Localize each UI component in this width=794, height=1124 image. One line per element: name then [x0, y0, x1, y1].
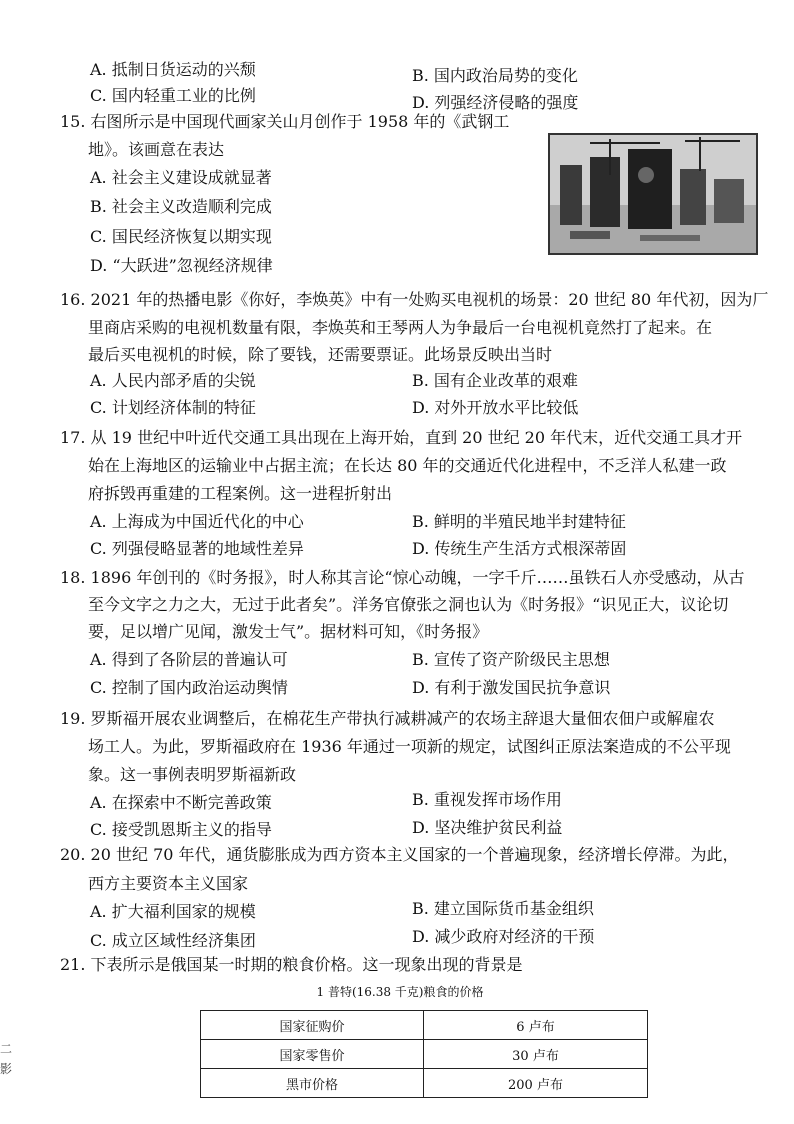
- q17-stem-line3: 府拆毁再重建的工程案例。这一进程折射出: [88, 484, 393, 503]
- q18-option-a: A. 得到了各阶层的普遍认可: [90, 650, 288, 669]
- q14-option-b: B. 国内政治局势的变化: [412, 66, 578, 85]
- q15-option-b: B. 社会主义改造顺利完成: [90, 197, 272, 216]
- q21-table-caption: 1 普特(16.38 千克)粮食的价格: [316, 985, 484, 999]
- q18-stem-line2: 至今文字之力之大，无过于此者矣”。洋务官僚张之洞也认为《时务报》“识见正大，议论切: [88, 595, 729, 614]
- painting-sketch: [550, 135, 756, 253]
- q14-option-d: D. 列强经济侵略的强度: [412, 93, 579, 112]
- table-cell-label: 国家征购价: [201, 1011, 424, 1040]
- table-row: [201, 1069, 648, 1098]
- q20-stem-line2: 西方主要资本主义国家: [88, 874, 249, 893]
- table-row: [201, 1011, 648, 1040]
- q16-option-c: C. 计划经济体制的特征: [90, 398, 256, 417]
- q20-stem-line1: 20. 20 世纪 70 年代，通货膨胀成为西方资本主义国家的一个普遍现象，经济增长停滞。为此，: [60, 845, 739, 864]
- q15-option-a: A. 社会主义建设成就显著: [90, 168, 272, 187]
- q17-option-d: D. 传统生产生活方式根深蒂固: [412, 539, 627, 558]
- q19-stem-line2: 场工人。为此，罗斯福政府在 1936 年通过一项新的规定，试图纠正原法案造成的不公平现: [88, 737, 731, 756]
- q21-stem: 21. 下表所示是俄国某一时期的粮食价格。这一现象出现的背景是: [60, 955, 523, 974]
- q20-option-d: D. 减少政府对经济的干预: [412, 927, 595, 946]
- q14-option-a: A. 抵制日货运动的兴颓: [90, 60, 256, 79]
- q16-option-d: D. 对外开放水平比较低: [412, 398, 579, 417]
- margin-mark: 二: [0, 1042, 13, 1056]
- q20-option-a: A. 扩大福利国家的规模: [90, 902, 256, 921]
- q16-stem-line2: 里商店采购的电视机数量有限，李焕英和王琴两人为争最后一台电视机竟然打了起来。在: [88, 318, 713, 337]
- q19-stem-line1: 19. 罗斯福开展农业调整后，在棉花生产带执行减耕减产的农场主辞退大量佃农佃户或解雇农: [60, 709, 715, 728]
- q19-option-d: D. 坚决维护贫民利益: [412, 818, 563, 837]
- q19-stem-line3: 象。这一事例表明罗斯福新政: [88, 765, 297, 784]
- table-cell-value: 200 卢布: [424, 1069, 648, 1098]
- q18-stem-line1: 18. 1896 年创刊的《时务报》，时人称其言论“惊心动魄，一字千斤……虽铁石人亦受感动，从古: [60, 568, 745, 587]
- margin-mark: 影: [0, 1062, 13, 1076]
- q17-stem-line2: 始在上海地区的运输业中占据主流；在长达 80 年的交通近代化进程中，不乏洋人私建一政: [88, 456, 727, 475]
- q18-option-b: B. 宣传了资产阶级民主思想: [412, 650, 610, 669]
- q16-option-b: B. 国有企业改革的艰难: [412, 371, 578, 390]
- q18-stem-line3: 要，足以增广见闻，激发士气”。据材料可知，《时务报》: [88, 622, 489, 641]
- q14-option-c: C. 国内轻重工业的比例: [90, 86, 256, 105]
- table-cell-label: 国家零售价: [201, 1040, 424, 1069]
- q16-stem-line1: 16. 2021 年的热播电影《你好，李焕英》中有一处购买电视机的场景：20 世纪 80 年代初，因为厂: [60, 290, 769, 309]
- q18-option-c: C. 控制了国内政治运动舆情: [90, 678, 288, 697]
- q17-option-a: A. 上海成为中国近代化的中心: [90, 512, 304, 531]
- table-cell-value: 6 卢布: [424, 1011, 648, 1040]
- table-cell-value: 30 卢布: [424, 1040, 648, 1069]
- q19-option-c: C. 接受凯恩斯主义的指导: [90, 820, 272, 839]
- q19-option-b: B. 重视发挥市场作用: [412, 790, 562, 809]
- q18-option-d: D. 有利于激发国民抗争意识: [412, 678, 611, 697]
- q15-option-d: D. “大跃进”忽视经济规律: [90, 256, 273, 275]
- table-row: [201, 1040, 648, 1069]
- q16-stem-line3: 最后买电视机的时候，除了要钱，还需要票证。此场景反映出当时: [88, 345, 553, 364]
- q16-option-a: A. 人民内部矛盾的尖锐: [90, 371, 256, 390]
- wugang-painting-image: [548, 133, 758, 255]
- q20-option-b: B. 建立国际货币基金组织: [412, 899, 594, 918]
- table-cell-label: 黑市价格: [201, 1069, 424, 1098]
- grain-price-table: [200, 1010, 648, 1098]
- q20-option-c: C. 成立区域性经济集团: [90, 931, 256, 950]
- q17-stem-line1: 17. 从 19 世纪中叶近代交通工具出现在上海开始，直到 20 世纪 20 年代末，近代交通工具才开: [60, 428, 743, 447]
- q17-option-c: C. 列强侵略显著的地域性差异: [90, 539, 304, 558]
- q15-stem-line2: 地》。该画意在表达: [88, 140, 225, 159]
- q15-option-c: C. 国民经济恢复以期实现: [90, 227, 272, 246]
- q19-option-a: A. 在探索中不断完善政策: [90, 793, 272, 812]
- q17-option-b: B. 鲜明的半殖民地半封建特征: [412, 512, 626, 531]
- q15-stem-line1: 15. 右图所示是中国现代画家关山月创作于 1958 年的《武钢工: [60, 112, 510, 131]
